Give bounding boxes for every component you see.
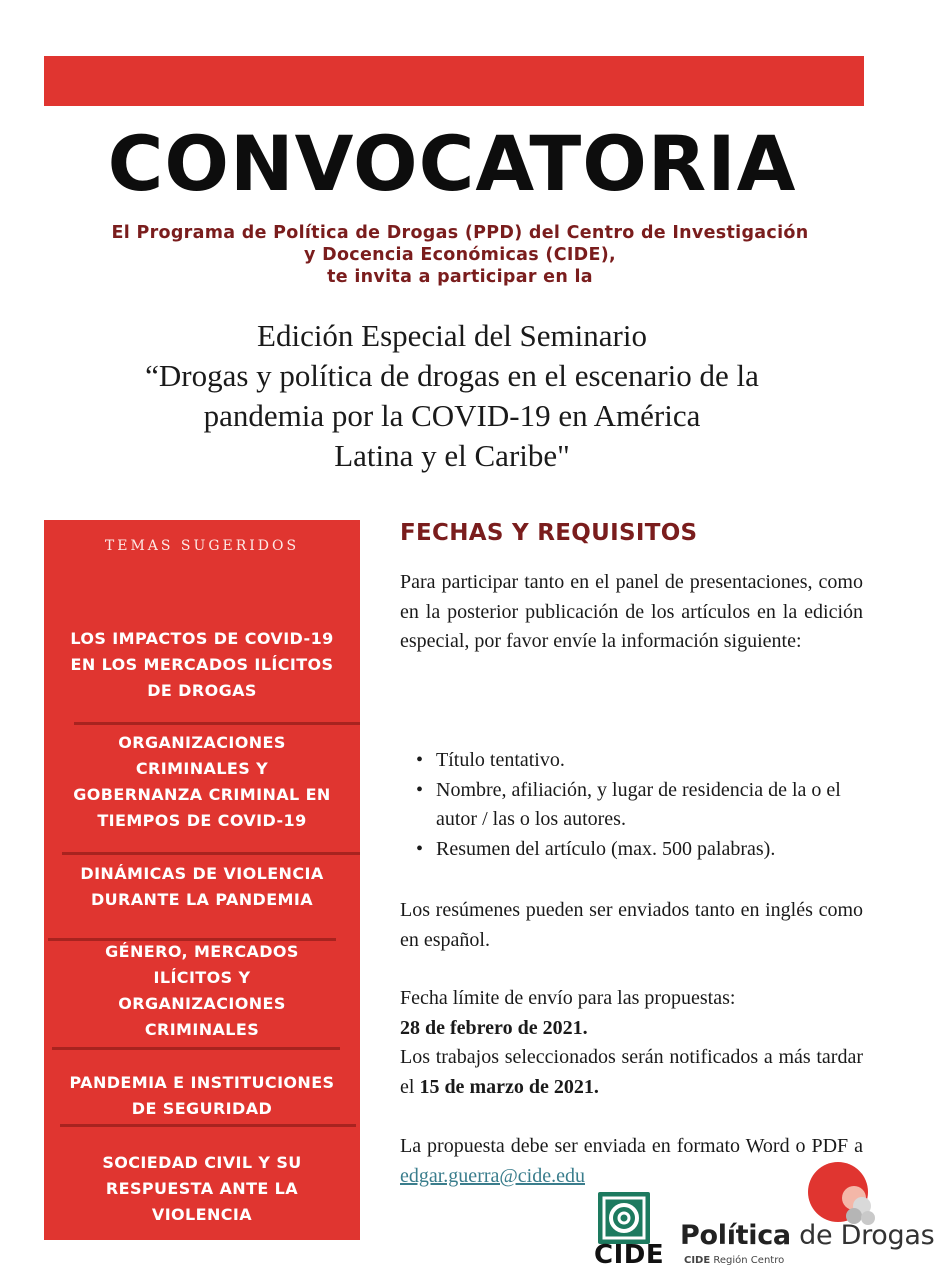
ppd-word-drogas: de Drogas	[799, 1220, 934, 1251]
topic-line: CRIMINALES	[144, 1020, 260, 1039]
topic-item	[52, 939, 352, 1043]
topic-line: PANDEMIA E INSTITUCIONES	[69, 1073, 335, 1092]
format-text: La propuesta debe ser enviada en formato Word o PDF a	[400, 1135, 863, 1157]
notify-date: 15 de marzo de 2021.	[419, 1075, 599, 1098]
intro-line: y Docencia Económicas (CIDE),	[304, 245, 616, 265]
topic-line: EN LOS MERCADOS ILÍCITOS	[70, 655, 334, 674]
deadline-block	[400, 984, 863, 1102]
seminar-line: “Drogas y política de drogas en el escenario de la	[145, 358, 759, 393]
ppd-sub-region: Región Centro	[713, 1255, 785, 1266]
ppd-sub-cide: CIDE	[684, 1255, 711, 1266]
intro-text	[40, 222, 880, 288]
page-title: CONVOCATORIA	[107, 119, 797, 208]
topic-item	[52, 626, 352, 704]
topic-line: ILÍCITOS Y	[153, 968, 251, 987]
topics-panel	[44, 520, 360, 1240]
topic-line: CRIMINALES Y	[135, 759, 269, 778]
seminar-line: Edición Especial del Seminario	[257, 318, 647, 353]
intro-line: El Programa de Política de Drogas (PPD) del Centro de Investigación	[111, 223, 809, 243]
ppd-wordmark	[680, 1220, 934, 1251]
seminar-line: pandemia por la COVID-19 en América	[203, 398, 701, 433]
topic-line: SOCIEDAD CIVIL Y SU	[102, 1153, 302, 1172]
topic-line: TIEMPOS DE COVID-19	[97, 811, 307, 830]
list-item: • Resumen del artículo (max. 500 palabras).	[416, 835, 863, 865]
topic-line: DE SEGURIDAD	[131, 1099, 273, 1118]
notify-label: Los trabajos seleccionados serán notificados a más tardar el	[400, 1046, 863, 1098]
cide-emblem-icon	[598, 1192, 650, 1244]
topic-line: LOS IMPACTOS DE COVID-19	[70, 629, 334, 648]
intro-line: te invita a participar en la	[327, 267, 593, 287]
topic-line: GÉNERO, MERCADOS	[105, 942, 299, 961]
topic-divider	[62, 852, 360, 855]
topic-item	[52, 1070, 352, 1122]
topic-item	[52, 730, 352, 834]
requirements-list	[416, 746, 863, 864]
politica-de-drogas-logo	[680, 1162, 934, 1280]
topic-line: DINÁMICAS DE VIOLENCIA	[80, 864, 324, 883]
topic-divider	[60, 1124, 356, 1127]
topic-line: RESPUESTA ANTE LA	[105, 1179, 299, 1198]
top-red-banner	[44, 56, 864, 106]
seminar-line: Latina y el Caribe"	[334, 438, 570, 473]
topic-line: VIOLENCIA	[151, 1205, 253, 1224]
seminar-title	[60, 316, 844, 476]
list-item: • Título tentativo.	[416, 746, 863, 776]
ppd-word-politica: Política	[680, 1220, 791, 1251]
requirements-intro: Para participar tanto en el panel de presentaciones, como en la posterior publicación de los artículos en la edición especial, por favor envíe la información siguiente:	[400, 571, 863, 652]
languages-note: Los resúmenes pueden ser enviados tanto en inglés como en español.	[400, 899, 863, 951]
cide-logo	[594, 1192, 665, 1272]
list-item: • Nombre, afiliación, y lugar de residencia de la o el autor / las o los autores.	[416, 776, 863, 835]
topic-line: ORGANIZACIONES	[118, 994, 286, 1013]
ppd-subtitle	[684, 1255, 784, 1266]
topic-line: ORGANIZACIONES	[118, 733, 286, 752]
topic-line: DURANTE LA PANDEMIA	[90, 890, 314, 909]
topic-divider	[74, 722, 360, 725]
topic-item	[52, 1150, 352, 1228]
requirements-heading: FECHAS Y REQUISITOS	[400, 520, 698, 546]
topic-line: GOBERNANZA CRIMINAL EN	[73, 785, 331, 804]
notify-text	[400, 1043, 863, 1102]
topics-heading: TEMAS SUGERIDOS	[104, 538, 300, 554]
deadline-date: 28 de febrero de 2021.	[400, 1016, 588, 1039]
topic-item	[52, 861, 352, 913]
cide-wordmark: CIDE	[594, 1240, 665, 1270]
deadline-label: Fecha límite de envío para las propuestas:	[400, 987, 736, 1009]
topic-divider	[52, 1047, 340, 1050]
topic-line: DE DROGAS	[147, 681, 257, 700]
email-link[interactable]: edgar.guerra@cide.edu	[400, 1164, 585, 1187]
